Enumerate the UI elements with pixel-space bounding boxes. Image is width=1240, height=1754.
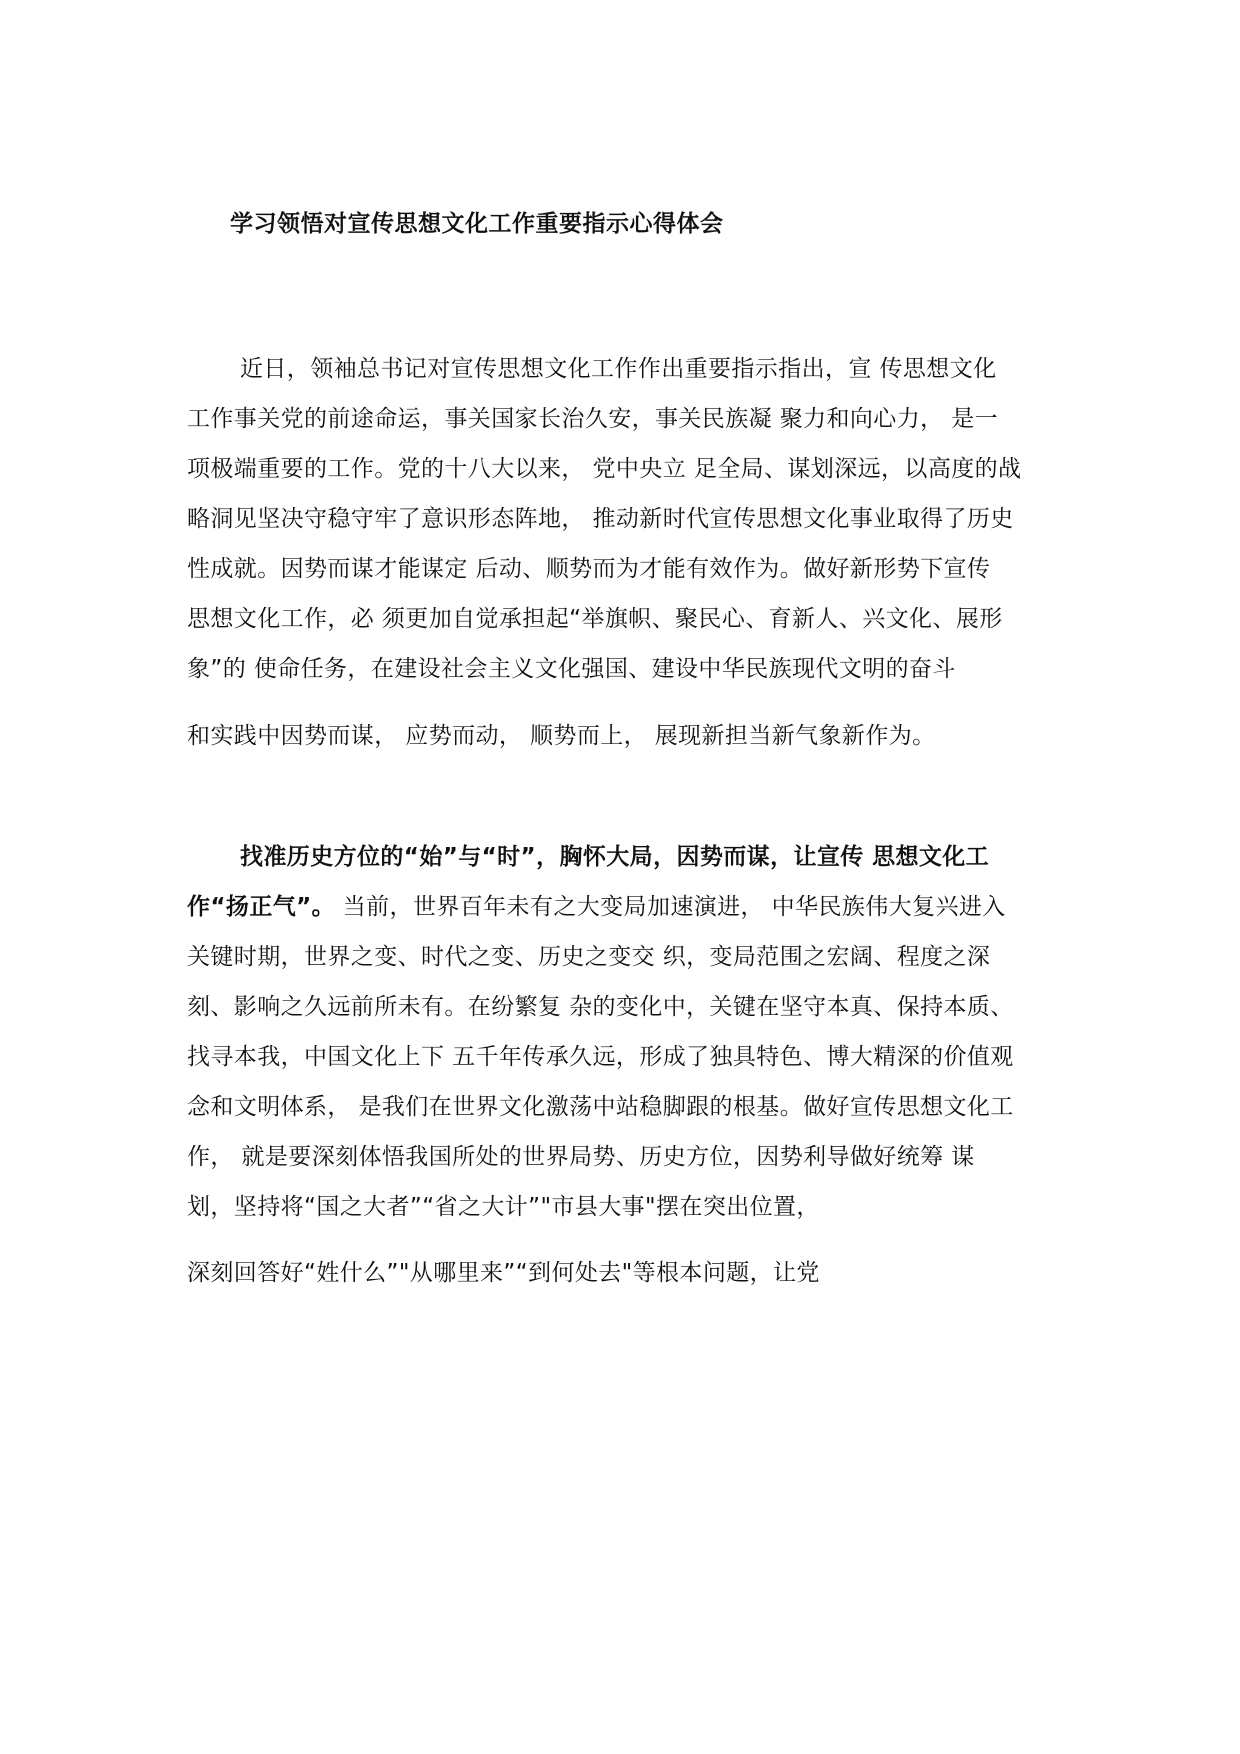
paragraph-1-line-3: 项极端重要的工作。党的十八大以来， 党中央立 足全局、谋划深远，以高度的战 (187, 456, 1022, 482)
paragraph-2-line-1-text: 当前，世界百年未有之大变局加速演进， 中华民族伟大复兴进入 (335, 894, 1006, 920)
paragraph-2-heading-bold-2: 作“扬正气”。 (187, 894, 336, 920)
paragraph-1-line-8: 和实践中因势而谋， 应势而动， 顺势而上， 展现新担当新气象新作为。 (187, 723, 936, 749)
paragraph-1-line-1: 近日，领袖总书记对宣传思想文化工作作出重要指示指出，宣 传思想文化 (240, 356, 997, 382)
paragraph-2-line-6: 作， 就是要深刻体悟我国所处的世界局势、历史方位，因势利导做好统筹 谋 (187, 1144, 975, 1170)
paragraph-1-line-4: 略洞见坚决守稳守牢了意识形态阵地， 推动新时代宣传思想文化事业取得了历史 (187, 506, 1014, 532)
document-title: 学习领悟对宣传思想文化工作重要指示心得体会 (230, 211, 724, 237)
paragraph-2-line-1 (187, 888, 1006, 921)
paragraph-2-line-8: 深刻回答好“姓什么”"从哪里来”“到何处去"等根本问题，让党 (187, 1260, 820, 1286)
paragraph-2-line-4: 找寻本我，中国文化上下 五千年传承久远，形成了独具特色、博大精深的价值观 (187, 1044, 1014, 1070)
paragraph-1-line-2: 工作事关党的前途命运，事关国家长治久安，事关民族凝 聚力和向心力， 是一 (187, 406, 999, 432)
paragraph-2-line-2: 关键时期，世界之变、时代之变、历史之变交 织，变局范围之宏阔、程度之深 (187, 944, 991, 970)
paragraph-2-line-7: 划，坚持将“国之大者”“省之大计”"市县大事"摆在突出位置， (187, 1194, 820, 1220)
paragraph-1-line-7: 象”的 使命任务，在建设社会主义文化强国、建设中华民族现代文明的奋斗 (187, 656, 956, 682)
paragraph-2-line-5: 念和文明体系， 是我们在世界文化激荡中站稳脚跟的根基。做好宣传思想文化工 (187, 1094, 1014, 1120)
paragraph-1-line-5: 性成就。因势而谋才能谋定 后动、顺势而为才能有效作为。做好新形势下宣传 (187, 556, 991, 582)
paragraph-1-line-6: 思想文化工作，必 须更加自觉承担起“举旗帜、聚民心、育新人、兴文化、展形 (187, 606, 1003, 632)
paragraph-2-heading-line-1 (240, 838, 989, 871)
paragraph-2-heading-bold-1: 找准历史方位的“始”与“时”，胸怀大局，因势而谋，让宣传 思想文化工 (240, 844, 990, 870)
paragraph-2-line-3: 刻、影响之久远前所未有。在纷繁复 杂的变化中，关键在坚守本真、保持本质、 (187, 994, 1014, 1020)
